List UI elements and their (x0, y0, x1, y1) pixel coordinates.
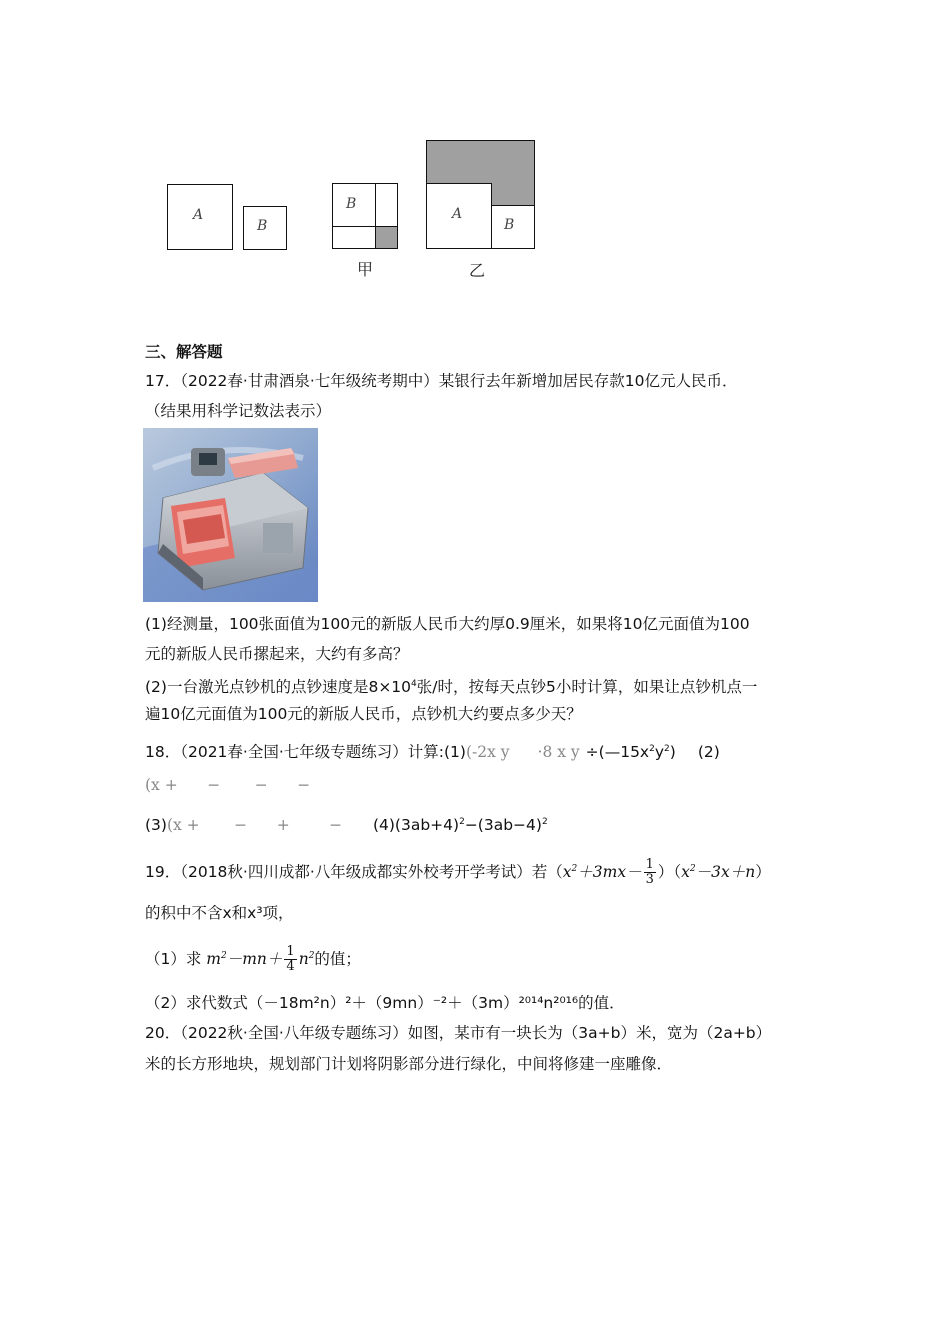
q19-part1-n2: $n^2$ (298, 950, 315, 968)
q19-frac2-num: 1 (286, 944, 295, 959)
q17-part2-post: 张/时，按每天点钞5小时计算，如果让点钞机点一 (416, 678, 758, 696)
q19-line2: 的积中不含x和x³项， (145, 904, 294, 922)
q18-expr3: (x + − + − (166, 816, 343, 834)
q19-frac1-den: 3 (645, 872, 654, 887)
q18-stem: 18．（2021春·全国·七年级专题练习）计算:(1) (145, 743, 466, 761)
q17-part1-line2: 元的新版人民币摞起来，大约有多高？ (145, 645, 409, 663)
q19-line1 (145, 858, 771, 887)
q17-part2-pre: (2)一台激光点钞机的点钞速度是8×10 (145, 678, 412, 696)
q19-stem-pre: 19．（2018秋·四川成都·八年级成都实外校考开学考试）若（ (145, 863, 563, 881)
q17-photo (143, 428, 318, 602)
q19-poly1: $x^2+3mx-$ (562, 863, 642, 881)
q19-poly2: $x^2-3x+n$ (681, 863, 756, 881)
q18-expr1c: ÷(—15x (585, 743, 650, 761)
figure-jia-shaded-square (375, 226, 397, 248)
square-a-label: A (193, 207, 204, 223)
q18-part4-pre: (4)(3ab+4) (372, 816, 460, 834)
q19-close: ） (755, 863, 771, 881)
q19-part1-post: 的值； (314, 950, 361, 968)
figure-yi-b-label: B (504, 217, 515, 233)
q17-part2-line1 (145, 673, 757, 698)
q19-frac2 (284, 945, 296, 974)
q18-expr1b: ·8 x y (537, 743, 580, 761)
q18-line2: (x + − − − (145, 776, 311, 794)
q17-note: （结果用科学记数法表示） (145, 402, 332, 420)
q18-line3 (145, 811, 548, 836)
q19-part2: （2）求代数式（－18m²n）²＋（9mn）⁻²＋（3m）²⁰¹⁴n²⁰¹⁶的值． (145, 994, 625, 1012)
q20-line1: 20．（2022秋·全国·八年级专题练习）如图，某市有一块长为（3a+b）米，宽为（2a+b） (145, 1024, 772, 1042)
q19-part1 (145, 945, 361, 974)
square-b-label: B (257, 218, 268, 234)
q18-part4-sup1: 2 (459, 817, 465, 827)
q18-part2-label: (2) (697, 743, 720, 761)
figure-yi-a-label: A (452, 206, 463, 222)
q18-expr1c-end: ) (669, 743, 676, 761)
q17-part2-line2: 遍10亿元面值为100元的新版人民币，点钞机大约要点多少天？ (145, 705, 582, 723)
q18-line1 (145, 738, 720, 763)
q18-part4-sup2: 2 (541, 817, 548, 827)
q18-part3-label: (3) (145, 816, 167, 834)
q19-frac1-num: 1 (645, 857, 654, 872)
q19-frac2-den: 4 (286, 959, 295, 974)
figure-jia-vline (375, 183, 376, 249)
q18-expr1a: (-2x y (465, 743, 510, 761)
q19-part1-expr: $m^2-mn+$ (201, 950, 283, 968)
q17-stem: 17．（2022春·甘肃酒泉·七年级统考期中）某银行去年新增加居民存款10亿元人民币． (145, 372, 738, 390)
figure-jia-hline (332, 226, 398, 227)
section-heading: 三、解答题 (145, 343, 223, 361)
q18-part4-mid: −(3ab−4) (464, 816, 542, 834)
q19-frac1 (644, 858, 656, 887)
figure-jia-caption: 甲 (357, 260, 374, 279)
q18-expr1c-sup2: 2 (664, 744, 670, 754)
q18-expr1c-mid: y (654, 743, 665, 761)
figure-jia-b-label: B (346, 196, 357, 212)
q18-expr1c-sup1: 2 (649, 744, 655, 754)
q17-part2-exp: 4 (411, 679, 417, 689)
q19-part1-pre: （1）求 (145, 950, 202, 968)
q17-part1-line1: (1)经测量，100张面值为100元的新版人民币大约厚0.9厘米，如果将10亿元面值为100 (145, 615, 750, 633)
figure-yi-caption: 乙 (469, 261, 486, 280)
q20-line2: 米的长方形地块，规划部门计划将阴影部分进行绿化，中间将修建一座雕像． (145, 1055, 673, 1073)
q19-stem-post: ）（ (657, 863, 682, 881)
